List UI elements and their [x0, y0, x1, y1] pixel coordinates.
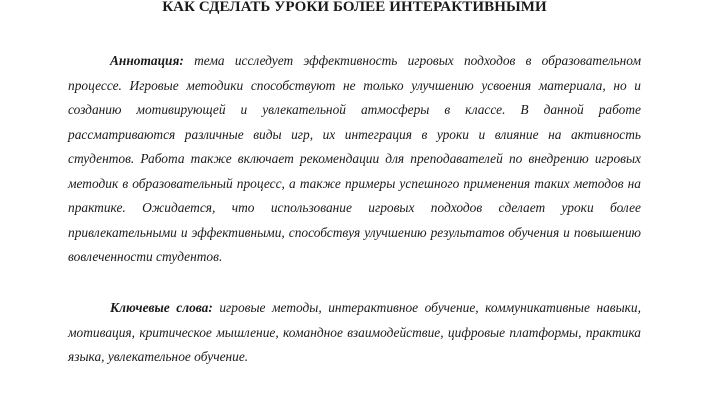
- annotation-label: Аннотация:: [110, 53, 184, 68]
- keywords-text: игровые методы, интерактивное обучение, коммуникативные навыки, мотивация, критическое мышление, командное взаимодействие, цифровые платформы, практика языка, увлекательное обучение.: [68, 300, 641, 364]
- keywords-label: Ключевые слова:: [110, 300, 213, 315]
- annotation-text: тема исследует эффективность игровых подходов в образовательном процессе. Игровые методики способствуют не только улучшению усвоения материала, но и созданию мотивирующей и увлекательной атмосферы в классе. В данной работе рассматриваются различные виды игр, их интеграция в уроки и влияние на активность студентов. Работа также включает рекомендации для преподавателей по внедрению игровых методик в образовательный процесс, а также примеры успешного применения таких методов на практике. Ожидается, что использование игровых подходов сделает уроки более привлекательными и эффективными, способствуя улучшению результатов обучения и повышению вовлеченности студентов.: [68, 53, 641, 264]
- keywords-paragraph: [68, 296, 641, 370]
- annotation-paragraph: [68, 49, 641, 270]
- document-title: КАК СДЕЛАТЬ УРОКИ БОЛЕЕ ИНТЕРАКТИВНЫМИ: [162, 0, 547, 15]
